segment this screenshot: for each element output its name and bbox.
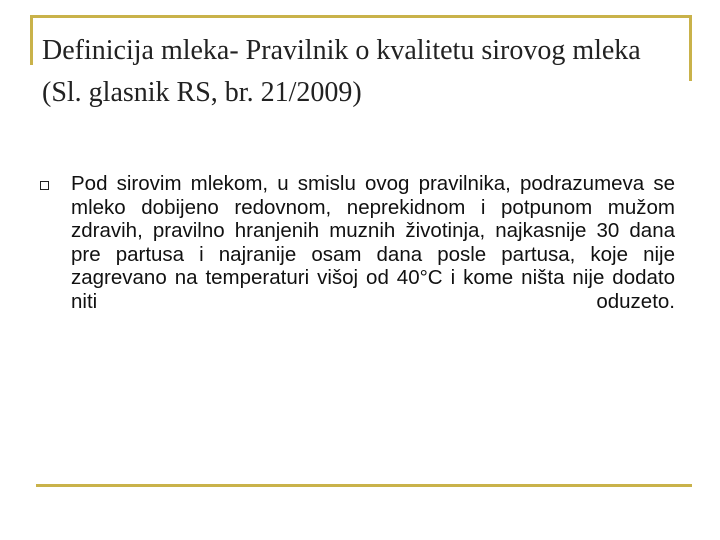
bottom-accent-rule (36, 484, 692, 487)
left-accent-rule (30, 15, 33, 65)
bullet-text: Pod sirovim mlekom, u smislu ovog pravilnika, podrazumeva se mleko dobijeno redovnom, neprekidnom i potpunom mužom zdravih, pravilno hranjenih muznih životinja, najkasnije 30 dana pre partusa i najranije osam dana posle partusa, koje nije zagrevano na temperaturi višoj od 40°C i kome ništa nije dodato niti oduzeto. (71, 172, 675, 313)
slide-title: Definicija mleka- Pravilnik o kvalitetu sirovog mleka (Sl. glasnik RS, br. 21/2009) (42, 35, 641, 108)
right-accent-rule (689, 15, 692, 81)
square-bullet-icon (40, 181, 49, 190)
top-accent-rule (30, 15, 692, 18)
